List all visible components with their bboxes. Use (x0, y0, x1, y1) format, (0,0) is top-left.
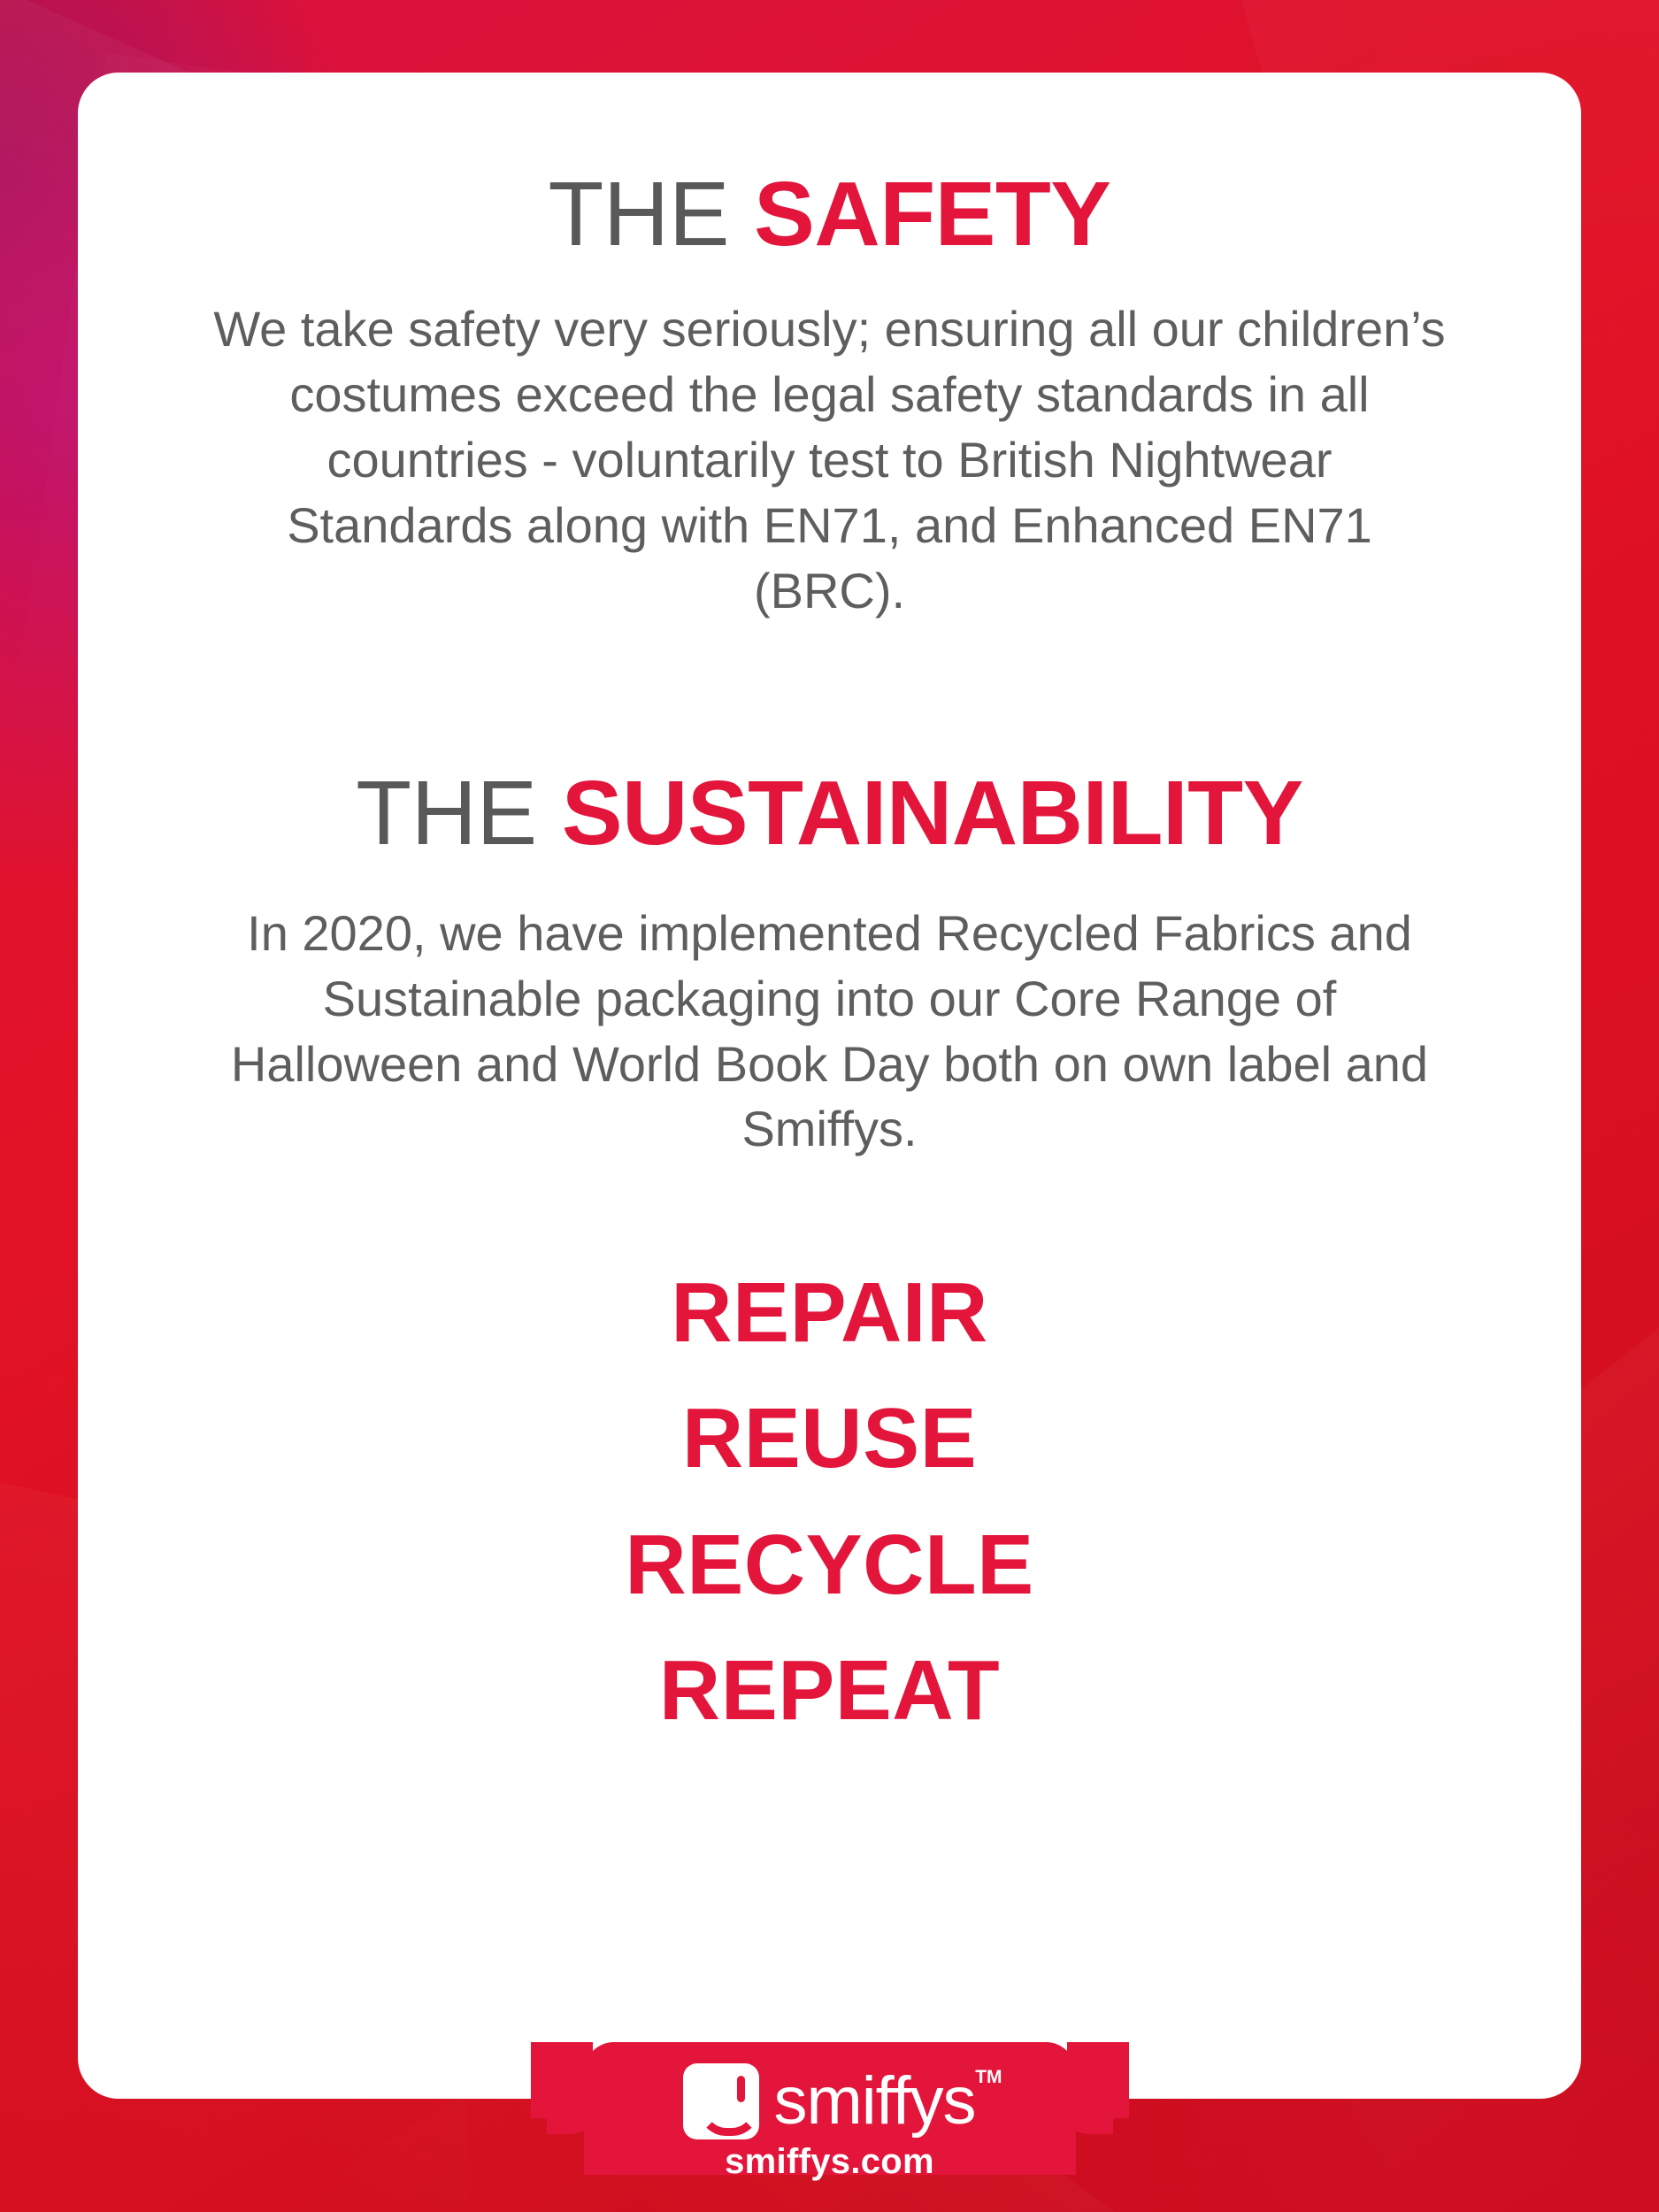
website-url[interactable]: smiffys.com (725, 2142, 934, 2181)
spacer (177, 624, 1482, 765)
safety-heading-bold: SAFETY (754, 163, 1111, 265)
slogan-line-recycle: RECYCLE (625, 1517, 1034, 1612)
slogan-line-repair: REPAIR (671, 1265, 988, 1361)
sustainability-heading-light: THE (356, 761, 562, 864)
safety-body-text: We take safety very seriously; ensuring all our children’s costumes exceed the legal safety standards in all countries - voluntarily test to British Nightwear Standards along with EN71, and Enhanced EN71 (BRC). (213, 301, 1446, 618)
slogan-block (177, 1250, 1482, 1753)
sustainability-heading (177, 761, 1482, 864)
brand-wordmark: smiffys (773, 2063, 976, 2139)
slogan-line-reuse: REUSE (681, 1391, 978, 1486)
slogan-line-repeat: REPEAT (658, 1642, 1001, 1738)
brand-logo (683, 2063, 1002, 2139)
smiffys-smile-icon (683, 2063, 759, 2139)
sustainability-heading-bold: SUSTAINABILITY (561, 761, 1303, 864)
safety-heading (177, 126, 1482, 265)
sustainability-body-text: In 2020, we have implemented Recycled Fabrics and Sustainable packaging into our Core Range of Halloween and World Book Day both on own label and Smiffys. (230, 904, 1429, 1157)
smile-tail (737, 2076, 745, 2102)
smile-arc (698, 2081, 760, 2136)
trademark-symbol: TM (975, 2067, 1002, 2087)
content-card (78, 73, 1581, 2139)
spacer (177, 1162, 1482, 1250)
spacer (177, 261, 1482, 296)
safety-heading-light: THE (548, 163, 755, 265)
spacer (177, 860, 1482, 901)
